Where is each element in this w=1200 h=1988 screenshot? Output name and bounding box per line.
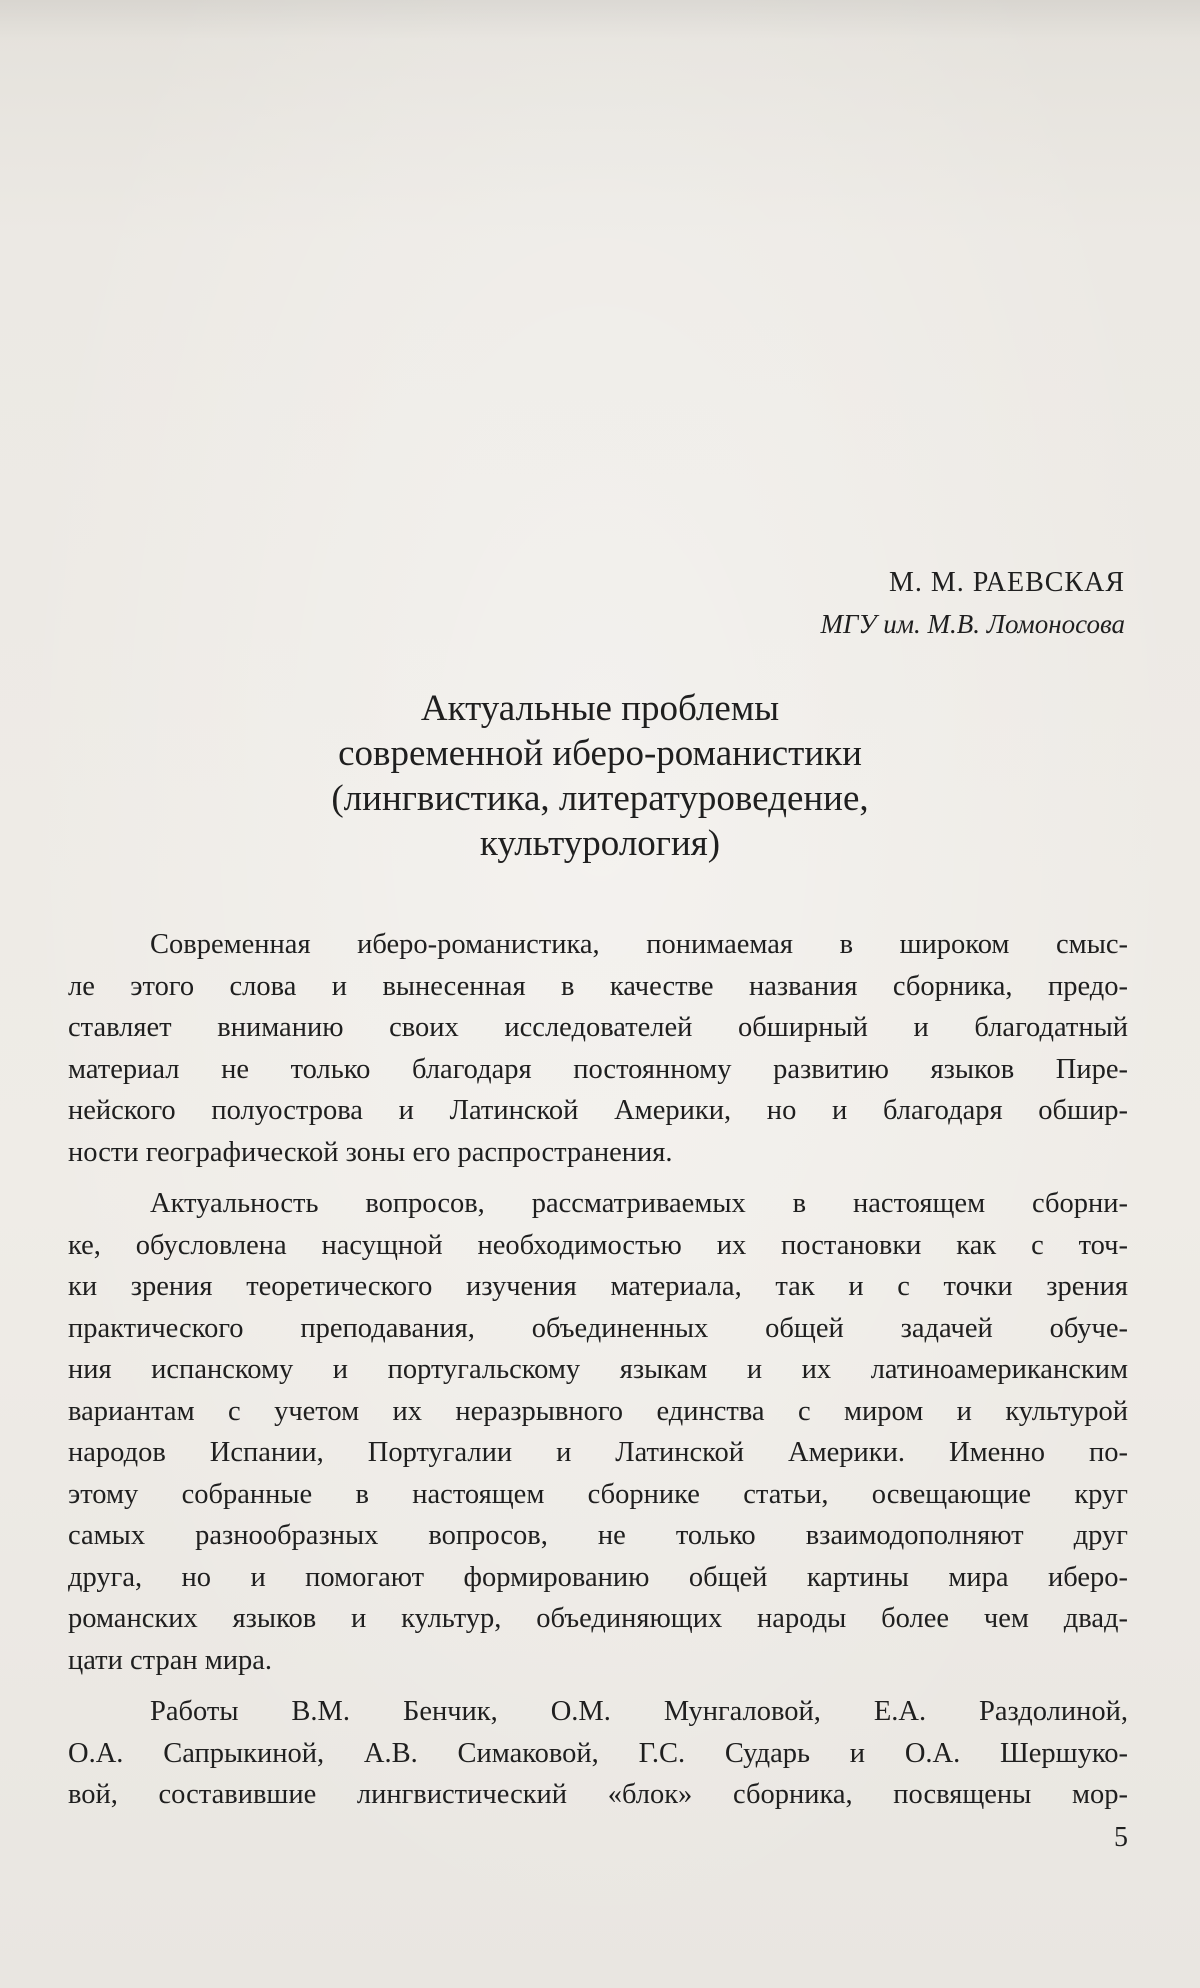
- text-line: народов Испании, Португалии и Латинской Америки. Именно по-: [68, 1437, 1128, 1468]
- text-line: О.А. Сапрыкиной, А.В. Симаковой, Г.С. Сударь и О.А. Шершуко-: [68, 1737, 1128, 1769]
- text-line: практического преподавания, объединенных общей задачей обуче-: [68, 1312, 1128, 1344]
- text-line: ки зрения теоретического изучения материала, так и с точки зрения: [68, 1271, 1128, 1302]
- paragraph-2: [68, 1183, 1128, 1681]
- paragraph-1: [68, 924, 1128, 1173]
- text-line: Современная иберо-романистика, понимаемая в широком смыс-: [150, 929, 1128, 960]
- text-line: Актуальность вопросов, рассматриваемых в настоящем сборни-: [150, 1188, 1128, 1219]
- text-line: материал не только благодаря постоянному развитию языков Пире-: [68, 1053, 1128, 1085]
- text-line: цати стран мира.: [68, 1644, 273, 1676]
- title-line: современной иберо-романистики: [338, 733, 862, 774]
- text-line: друга, но и помогают формированию общей картины мира иберо-: [68, 1561, 1128, 1593]
- author-name: М. М. РАЕВСКАЯ: [888, 567, 1125, 598]
- article-title: [0, 686, 1200, 866]
- text-line: ле этого слова и вынесенная в качестве названия сборника, предо-: [68, 970, 1128, 1002]
- text-line: ке, обусловлена насущной необходимостью их постановки как с точ-: [68, 1229, 1128, 1261]
- text-line: вой, составившие лингвистический «блок» сборника, посвящены мор-: [68, 1779, 1128, 1810]
- paragraph-3: [68, 1691, 1128, 1816]
- text-line: романских языков и культур, объединяющих народы более чем двад-: [68, 1603, 1128, 1634]
- author-block: [821, 563, 1125, 645]
- page-number: 5: [1114, 1822, 1128, 1853]
- text-line: самых разнообразных вопросов, не только взаимодополняют друг: [68, 1520, 1128, 1551]
- article-body: [68, 924, 1128, 1826]
- author-affiliation: МГУ им. М.В. Ломоносова: [820, 609, 1125, 639]
- text-line: ности географической зоны его распространения.: [68, 1136, 673, 1168]
- text-line: этому собранные в настоящем сборнике статьи, освещающие круг: [68, 1478, 1128, 1510]
- title-line: Актуальные проблемы: [420, 688, 780, 729]
- text-line: ния испанскому и португальскому языкам и их латиноамериканским: [68, 1354, 1128, 1385]
- text-line: нейского полуострова и Латинской Америки, но и благодаря обшир-: [68, 1095, 1128, 1126]
- title-line: (лингвистика, литературоведение,: [331, 778, 869, 819]
- title-line: культурология): [479, 823, 721, 864]
- page-top-shadow: [0, 0, 1200, 40]
- text-line: ставляет вниманию своих исследователей обширный и благодатный: [68, 1012, 1128, 1043]
- text-line: Работы В.М. Бенчик, О.М. Мунгаловой, Е.А. Раздолиной,: [150, 1696, 1128, 1727]
- text-line: вариантам с учетом их неразрывного единства с миром и культурой: [68, 1395, 1128, 1427]
